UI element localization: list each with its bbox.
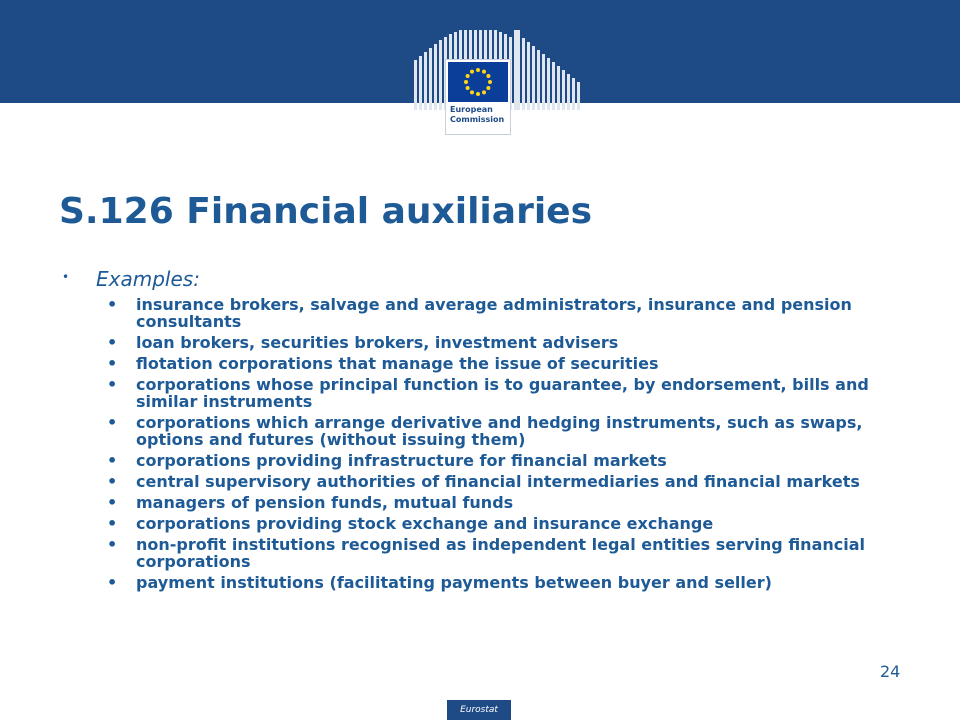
page-number: 24: [880, 662, 901, 681]
list-item: [96, 494, 922, 511]
bullet-dot-icon: •: [107, 295, 118, 314]
bullet-list: [62, 266, 922, 591]
bullet-dot-icon: •: [107, 493, 118, 512]
list-item: [96, 536, 922, 570]
list-item-text: corporations which arrange derivative and hedging instruments, such as swaps, options and futures (without issuing them): [136, 413, 863, 449]
bullet-dot-icon: •: [107, 354, 118, 373]
list-item-text: loan brokers, securities brokers, investment advisers: [136, 333, 619, 352]
list-item-text: corporations whose principal function is to guarantee, by endorsement, bills and similar instruments: [136, 375, 869, 411]
slide-content: [62, 266, 922, 595]
list-item: [96, 473, 922, 490]
list-item-text: managers of pension funds, mutual funds: [136, 493, 514, 512]
slide-title: S.126 Financial auxiliaries: [59, 191, 593, 232]
logo-line-2: Commission: [450, 115, 505, 124]
bullet-dot-icon: •: [107, 573, 118, 592]
list-item: [96, 296, 922, 330]
eu-flag-icon: [448, 62, 508, 102]
list-item: [96, 334, 922, 351]
list-item-text: flotation corporations that manage the issue of securities: [136, 354, 659, 373]
list-item-text: corporations providing infrastructure for financial markets: [136, 451, 667, 470]
list-item-text: corporations providing stock exchange and insurance exchange: [136, 514, 714, 533]
examples-bullet: [62, 266, 922, 591]
logo-line-1: European: [450, 105, 493, 114]
european-commission-logo: [414, 30, 584, 138]
bullet-dot-icon: •: [107, 472, 118, 491]
list-item: [96, 574, 922, 591]
list-item: [96, 355, 922, 372]
logo-wordmark: [450, 105, 504, 125]
list-item-text: central supervisory authorities of financial intermediaries and financial markets: [136, 472, 860, 491]
eurostat-footer-tag: Eurostat: [447, 700, 511, 720]
bullet-dot-icon: •: [62, 270, 70, 284]
examples-sublist: [96, 296, 922, 591]
list-item: [96, 515, 922, 532]
bullet-dot-icon: •: [107, 413, 118, 432]
list-item-text: insurance brokers, salvage and average administrators, insurance and pension consultants: [136, 295, 852, 331]
bullet-dot-icon: •: [107, 514, 118, 533]
bullet-dot-icon: •: [107, 535, 118, 554]
list-item: [96, 376, 922, 410]
list-item: [96, 414, 922, 448]
examples-label: Examples:: [96, 267, 200, 291]
bullet-dot-icon: •: [107, 333, 118, 352]
bullet-dot-icon: •: [107, 451, 118, 470]
bullet-dot-icon: •: [107, 375, 118, 394]
list-item: [96, 452, 922, 469]
logo-emblem-box: [445, 59, 511, 135]
list-item-text: payment institutions (facilitating payments between buyer and seller): [136, 573, 772, 592]
list-item-text: non-profit institutions recognised as independent legal entities serving financial corporations: [136, 535, 866, 571]
